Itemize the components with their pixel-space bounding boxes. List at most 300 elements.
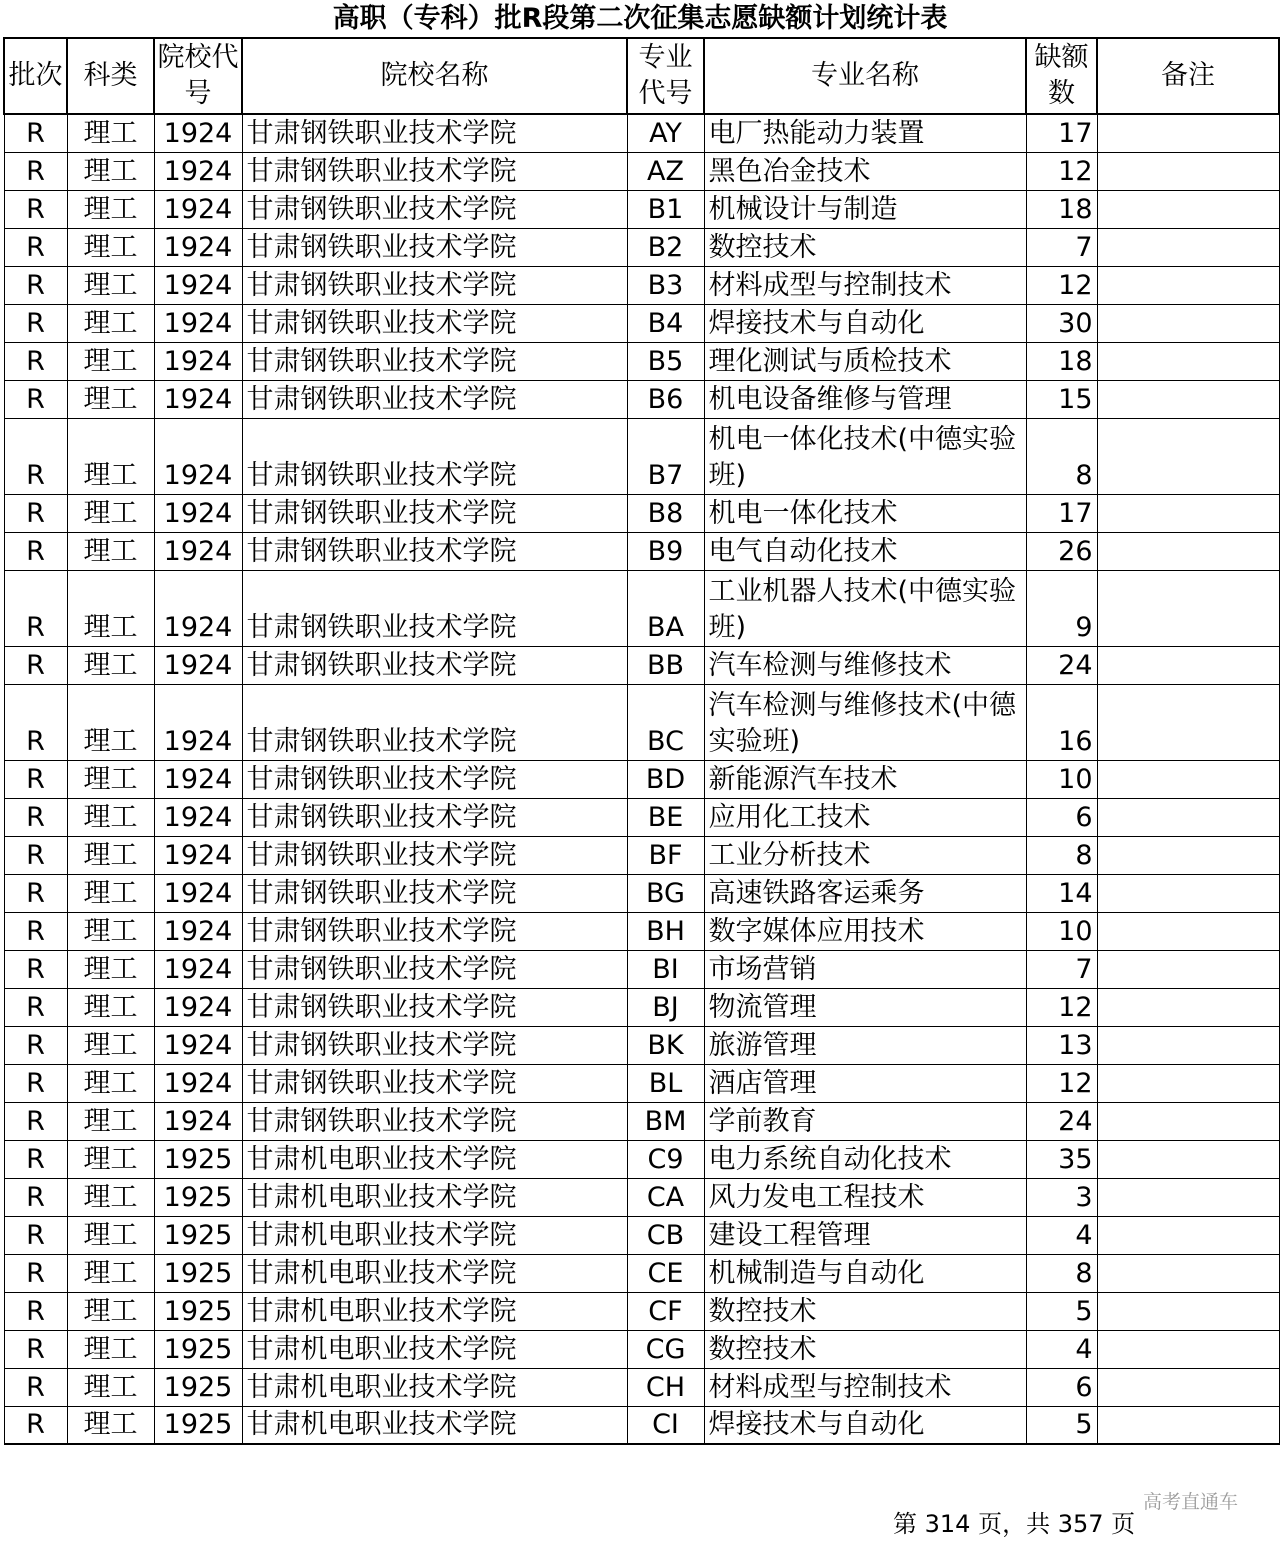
cell-remark (1097, 418, 1279, 494)
cell-remark (1097, 1254, 1279, 1292)
cell-batch: R (4, 418, 67, 494)
cell-category: 理工 (67, 1254, 154, 1292)
cell-category: 理工 (67, 1330, 154, 1368)
cell-major-name: 电气自动化技术 (704, 532, 1026, 570)
cell-remark (1097, 380, 1279, 418)
cell-batch: R (4, 1178, 67, 1216)
table-row (4, 1368, 1279, 1406)
cell-school-name: 甘肃钢铁职业技术学院 (242, 798, 627, 836)
cell-vacancies: 26 (1026, 532, 1097, 570)
cell-school-name: 甘肃钢铁职业技术学院 (242, 684, 627, 760)
cell-major-code: BK (627, 1026, 704, 1064)
cell-major-code: BA (627, 570, 704, 646)
cell-category: 理工 (67, 760, 154, 798)
cell-batch: R (4, 1102, 67, 1140)
cell-school-name: 甘肃机电职业技术学院 (242, 1368, 627, 1406)
cell-category: 理工 (67, 950, 154, 988)
table-row (4, 760, 1279, 798)
cell-school-name: 甘肃钢铁职业技术学院 (242, 342, 627, 380)
cell-school-name: 甘肃钢铁职业技术学院 (242, 190, 627, 228)
cell-major-code: BB (627, 646, 704, 684)
cell-vacancies: 16 (1026, 684, 1097, 760)
cell-major-code: B7 (627, 418, 704, 494)
cell-batch: R (4, 912, 67, 950)
cell-school-code: 1924 (154, 1102, 242, 1140)
cell-category: 理工 (67, 874, 154, 912)
cell-school-code: 1924 (154, 950, 242, 988)
cell-batch: R (4, 1216, 67, 1254)
cell-major-code: B4 (627, 304, 704, 342)
cell-batch: R (4, 874, 67, 912)
cell-remark (1097, 114, 1279, 152)
cell-major-name: 汽车检测与维修技术 (704, 646, 1026, 684)
table-row (4, 1178, 1279, 1216)
cell-major-code: BM (627, 1102, 704, 1140)
cell-school-code: 1925 (154, 1178, 242, 1216)
cell-major-code: BD (627, 760, 704, 798)
cell-batch: R (4, 152, 67, 190)
cell-batch: R (4, 1254, 67, 1292)
cell-major-code: CE (627, 1254, 704, 1292)
table-row (4, 152, 1279, 190)
table-row (4, 1102, 1279, 1140)
cell-batch: R (4, 950, 67, 988)
cell-school-name: 甘肃钢铁职业技术学院 (242, 988, 627, 1026)
table-row (4, 646, 1279, 684)
table-row (4, 266, 1279, 304)
cell-school-code: 1924 (154, 418, 242, 494)
table-row (4, 1254, 1279, 1292)
cell-school-code: 1924 (154, 760, 242, 798)
cell-major-code: B6 (627, 380, 704, 418)
header-batch: 批次 (4, 38, 67, 114)
cell-school-name: 甘肃钢铁职业技术学院 (242, 570, 627, 646)
header-major-code: 专业代号 (627, 38, 704, 114)
cell-major-name: 建设工程管理 (704, 1216, 1026, 1254)
cell-vacancies: 5 (1026, 1292, 1097, 1330)
cell-school-name: 甘肃机电职业技术学院 (242, 1330, 627, 1368)
cell-major-code: B8 (627, 494, 704, 532)
cell-school-name: 甘肃钢铁职业技术学院 (242, 532, 627, 570)
table-row (4, 1026, 1279, 1064)
table-row (4, 1140, 1279, 1178)
cell-category: 理工 (67, 684, 154, 760)
cell-remark (1097, 836, 1279, 874)
cell-remark (1097, 874, 1279, 912)
header-school-code: 院校代号 (154, 38, 242, 114)
cell-major-name: 新能源汽车技术 (704, 760, 1026, 798)
header-category: 科类 (67, 38, 154, 114)
cell-vacancies: 7 (1026, 950, 1097, 988)
cell-category: 理工 (67, 798, 154, 836)
cell-major-name: 数字媒体应用技术 (704, 912, 1026, 950)
cell-school-code: 1924 (154, 190, 242, 228)
header-row (4, 38, 1279, 114)
cell-remark (1097, 228, 1279, 266)
cell-major-name: 数控技术 (704, 1292, 1026, 1330)
cell-category: 理工 (67, 380, 154, 418)
cell-school-code: 1925 (154, 1216, 242, 1254)
cell-school-code: 1924 (154, 152, 242, 190)
cell-major-name: 机械制造与自动化 (704, 1254, 1026, 1292)
document-title: 高职（专科）批R段第二次征集志愿缺额计划统计表 (332, 3, 948, 34)
cell-vacancies: 5 (1026, 1406, 1097, 1444)
table-row (4, 114, 1279, 152)
cell-school-code: 1924 (154, 646, 242, 684)
cell-batch: R (4, 266, 67, 304)
cell-category: 理工 (67, 912, 154, 950)
cell-vacancies: 30 (1026, 304, 1097, 342)
cell-school-name: 甘肃钢铁职业技术学院 (242, 1102, 627, 1140)
cell-major-name: 工业分析技术 (704, 836, 1026, 874)
cell-school-code: 1924 (154, 988, 242, 1026)
cell-category: 理工 (67, 1368, 154, 1406)
cell-batch: R (4, 760, 67, 798)
cell-school-name: 甘肃机电职业技术学院 (242, 1254, 627, 1292)
cell-school-name: 甘肃机电职业技术学院 (242, 1140, 627, 1178)
cell-school-name: 甘肃钢铁职业技术学院 (242, 418, 627, 494)
cell-major-code: BI (627, 950, 704, 988)
cell-school-code: 1924 (154, 570, 242, 646)
cell-remark (1097, 494, 1279, 532)
cell-remark (1097, 152, 1279, 190)
cell-school-name: 甘肃钢铁职业技术学院 (242, 114, 627, 152)
header-remark: 备注 (1097, 38, 1279, 114)
cell-school-name: 甘肃钢铁职业技术学院 (242, 494, 627, 532)
page-number: 第 314 页，共 357 页 (893, 1510, 1136, 1538)
cell-vacancies: 12 (1026, 152, 1097, 190)
cell-batch: R (4, 798, 67, 836)
cell-vacancies: 8 (1026, 836, 1097, 874)
cell-school-code: 1925 (154, 1330, 242, 1368)
cell-major-code: BC (627, 684, 704, 760)
cell-category: 理工 (67, 1026, 154, 1064)
cell-remark (1097, 190, 1279, 228)
cell-category: 理工 (67, 266, 154, 304)
cell-remark (1097, 1292, 1279, 1330)
cell-vacancies: 9 (1026, 570, 1097, 646)
table-row (4, 1406, 1279, 1444)
cell-vacancies: 12 (1026, 266, 1097, 304)
cell-school-code: 1925 (154, 1368, 242, 1406)
cell-school-name: 甘肃钢铁职业技术学院 (242, 1064, 627, 1102)
cell-major-name: 数控技术 (704, 228, 1026, 266)
cell-category: 理工 (67, 1216, 154, 1254)
cell-remark (1097, 760, 1279, 798)
cell-school-code: 1924 (154, 798, 242, 836)
cell-remark (1097, 570, 1279, 646)
table-row (4, 912, 1279, 950)
cell-remark (1097, 646, 1279, 684)
cell-school-code: 1925 (154, 1406, 242, 1444)
cell-school-code: 1924 (154, 228, 242, 266)
cell-remark (1097, 1102, 1279, 1140)
cell-batch: R (4, 380, 67, 418)
cell-school-code: 1924 (154, 380, 242, 418)
cell-remark (1097, 1406, 1279, 1444)
cell-category: 理工 (67, 304, 154, 342)
cell-major-code: CI (627, 1406, 704, 1444)
cell-vacancies: 8 (1026, 418, 1097, 494)
cell-major-code: C9 (627, 1140, 704, 1178)
cell-major-code: B2 (627, 228, 704, 266)
cell-batch: R (4, 1406, 67, 1444)
cell-major-code: B1 (627, 190, 704, 228)
table-row (4, 874, 1279, 912)
cell-major-name: 材料成型与控制技术 (704, 266, 1026, 304)
cell-school-code: 1924 (154, 912, 242, 950)
cell-category: 理工 (67, 228, 154, 266)
cell-school-code: 1924 (154, 114, 242, 152)
cell-school-code: 1925 (154, 1292, 242, 1330)
cell-major-name: 物流管理 (704, 988, 1026, 1026)
cell-category: 理工 (67, 342, 154, 380)
table-row (4, 988, 1279, 1026)
cell-major-name: 机电一体化技术(中德实验班) (704, 418, 1026, 494)
cell-school-name: 甘肃钢铁职业技术学院 (242, 304, 627, 342)
cell-category: 理工 (67, 1292, 154, 1330)
cell-category: 理工 (67, 1140, 154, 1178)
cell-batch: R (4, 1330, 67, 1368)
cell-category: 理工 (67, 646, 154, 684)
cell-school-name: 甘肃钢铁职业技术学院 (242, 380, 627, 418)
cell-school-name: 甘肃钢铁职业技术学院 (242, 266, 627, 304)
cell-major-code: CA (627, 1178, 704, 1216)
cell-major-code: B5 (627, 342, 704, 380)
cell-vacancies: 12 (1026, 1064, 1097, 1102)
cell-batch: R (4, 836, 67, 874)
cell-school-code: 1924 (154, 1064, 242, 1102)
table-row (4, 570, 1279, 646)
cell-batch: R (4, 684, 67, 760)
cell-category: 理工 (67, 1406, 154, 1444)
cell-batch: R (4, 1368, 67, 1406)
cell-remark (1097, 988, 1279, 1026)
table-row (4, 950, 1279, 988)
cell-school-name: 甘肃机电职业技术学院 (242, 1178, 627, 1216)
table-row (4, 494, 1279, 532)
cell-batch: R (4, 1292, 67, 1330)
cell-major-code: AY (627, 114, 704, 152)
cell-batch: R (4, 570, 67, 646)
cell-school-code: 1925 (154, 1140, 242, 1178)
cell-category: 理工 (67, 1178, 154, 1216)
cell-vacancies: 13 (1026, 1026, 1097, 1064)
cell-remark (1097, 684, 1279, 760)
cell-school-name: 甘肃钢铁职业技术学院 (242, 874, 627, 912)
cell-batch: R (4, 342, 67, 380)
cell-major-code: CB (627, 1216, 704, 1254)
table-row (4, 1064, 1279, 1102)
cell-batch: R (4, 1140, 67, 1178)
cell-major-name: 理化测试与质检技术 (704, 342, 1026, 380)
cell-category: 理工 (67, 988, 154, 1026)
cell-category: 理工 (67, 190, 154, 228)
cell-major-name: 高速铁路客运乘务 (704, 874, 1026, 912)
cell-school-name: 甘肃钢铁职业技术学院 (242, 646, 627, 684)
cell-vacancies: 4 (1026, 1216, 1097, 1254)
cell-school-code: 1924 (154, 836, 242, 874)
cell-batch: R (4, 228, 67, 266)
cell-vacancies: 7 (1026, 228, 1097, 266)
cell-vacancies: 6 (1026, 1368, 1097, 1406)
cell-major-name: 焊接技术与自动化 (704, 304, 1026, 342)
table-row (4, 190, 1279, 228)
cell-major-code: BG (627, 874, 704, 912)
cell-major-code: BH (627, 912, 704, 950)
cell-vacancies: 8 (1026, 1254, 1097, 1292)
cell-major-code: B3 (627, 266, 704, 304)
cell-remark (1097, 798, 1279, 836)
cell-category: 理工 (67, 532, 154, 570)
cell-major-name: 焊接技术与自动化 (704, 1406, 1026, 1444)
cell-batch: R (4, 988, 67, 1026)
cell-major-code: BE (627, 798, 704, 836)
cell-vacancies: 10 (1026, 912, 1097, 950)
cell-category: 理工 (67, 1064, 154, 1102)
cell-major-name: 工业机器人技术(中德实验班) (704, 570, 1026, 646)
cell-batch: R (4, 304, 67, 342)
cell-remark (1097, 950, 1279, 988)
header-major-name: 专业名称 (704, 38, 1026, 114)
header-vacancies: 缺额数 (1026, 38, 1097, 114)
table-row (4, 228, 1279, 266)
cell-school-name: 甘肃机电职业技术学院 (242, 1216, 627, 1254)
cell-major-name: 旅游管理 (704, 1026, 1026, 1064)
cell-major-code: BJ (627, 988, 704, 1026)
cell-major-name: 机电一体化技术 (704, 494, 1026, 532)
cell-category: 理工 (67, 570, 154, 646)
cell-major-name: 应用化工技术 (704, 798, 1026, 836)
cell-batch: R (4, 494, 67, 532)
cell-school-name: 甘肃钢铁职业技术学院 (242, 912, 627, 950)
header-school-name: 院校名称 (242, 38, 627, 114)
cell-school-name: 甘肃钢铁职业技术学院 (242, 836, 627, 874)
table-row (4, 1292, 1279, 1330)
cell-major-code: BL (627, 1064, 704, 1102)
cell-major-name: 机械设计与制造 (704, 190, 1026, 228)
cell-school-code: 1924 (154, 266, 242, 304)
cell-batch: R (4, 532, 67, 570)
cell-school-code: 1924 (154, 532, 242, 570)
cell-school-code: 1924 (154, 304, 242, 342)
cell-major-name: 酒店管理 (704, 1064, 1026, 1102)
cell-remark (1097, 1140, 1279, 1178)
cell-vacancies: 24 (1026, 646, 1097, 684)
cell-major-name: 材料成型与控制技术 (704, 1368, 1026, 1406)
cell-vacancies: 24 (1026, 1102, 1097, 1140)
cell-school-name: 甘肃钢铁职业技术学院 (242, 760, 627, 798)
cell-vacancies: 18 (1026, 190, 1097, 228)
cell-school-name: 甘肃钢铁职业技术学院 (242, 228, 627, 266)
cell-school-name: 甘肃钢铁职业技术学院 (242, 1026, 627, 1064)
cell-school-name: 甘肃钢铁职业技术学院 (242, 152, 627, 190)
cell-remark (1097, 1026, 1279, 1064)
cell-major-name: 风力发电工程技术 (704, 1178, 1026, 1216)
vacancy-table (3, 37, 1280, 1445)
watermark: 高考直通车 (1143, 1491, 1239, 1513)
cell-school-code: 1924 (154, 342, 242, 380)
cell-batch: R (4, 114, 67, 152)
cell-major-code: CH (627, 1368, 704, 1406)
cell-vacancies: 35 (1026, 1140, 1097, 1178)
table-row (4, 1216, 1279, 1254)
table-row (4, 418, 1279, 494)
cell-major-name: 数控技术 (704, 1330, 1026, 1368)
cell-major-code: B9 (627, 532, 704, 570)
cell-vacancies: 6 (1026, 798, 1097, 836)
cell-school-name: 甘肃机电职业技术学院 (242, 1406, 627, 1444)
cell-school-code: 1924 (154, 1026, 242, 1064)
cell-school-code: 1924 (154, 684, 242, 760)
cell-vacancies: 14 (1026, 874, 1097, 912)
cell-remark (1097, 304, 1279, 342)
table-row (4, 342, 1279, 380)
cell-remark (1097, 1178, 1279, 1216)
cell-batch: R (4, 190, 67, 228)
cell-vacancies: 18 (1026, 342, 1097, 380)
cell-vacancies: 3 (1026, 1178, 1097, 1216)
table-row (4, 836, 1279, 874)
cell-major-name: 学前教育 (704, 1102, 1026, 1140)
cell-school-code: 1924 (154, 874, 242, 912)
table-row (4, 304, 1279, 342)
cell-major-code: BF (627, 836, 704, 874)
table-row (4, 380, 1279, 418)
cell-vacancies: 17 (1026, 494, 1097, 532)
cell-major-name: 电厂热能动力装置 (704, 114, 1026, 152)
cell-major-name: 电力系统自动化技术 (704, 1140, 1026, 1178)
cell-major-name: 市场营销 (704, 950, 1026, 988)
cell-category: 理工 (67, 114, 154, 152)
cell-category: 理工 (67, 418, 154, 494)
cell-major-name: 汽车检测与维修技术(中德实验班) (704, 684, 1026, 760)
table-row (4, 1330, 1279, 1368)
cell-vacancies: 17 (1026, 114, 1097, 152)
cell-category: 理工 (67, 836, 154, 874)
cell-remark (1097, 342, 1279, 380)
cell-major-name: 黑色冶金技术 (704, 152, 1026, 190)
cell-vacancies: 10 (1026, 760, 1097, 798)
cell-category: 理工 (67, 494, 154, 532)
cell-remark (1097, 532, 1279, 570)
cell-remark (1097, 266, 1279, 304)
table-row (4, 798, 1279, 836)
cell-major-name: 机电设备维修与管理 (704, 380, 1026, 418)
cell-category: 理工 (67, 152, 154, 190)
cell-vacancies: 4 (1026, 1330, 1097, 1368)
cell-major-code: AZ (627, 152, 704, 190)
cell-remark (1097, 1064, 1279, 1102)
cell-remark (1097, 1216, 1279, 1254)
cell-vacancies: 12 (1026, 988, 1097, 1026)
cell-school-name: 甘肃机电职业技术学院 (242, 1292, 627, 1330)
cell-batch: R (4, 1026, 67, 1064)
cell-remark (1097, 912, 1279, 950)
cell-vacancies: 15 (1026, 380, 1097, 418)
cell-major-code: CF (627, 1292, 704, 1330)
cell-category: 理工 (67, 1102, 154, 1140)
cell-remark (1097, 1330, 1279, 1368)
cell-school-code: 1925 (154, 1254, 242, 1292)
table-body (4, 114, 1279, 1444)
table-row (4, 684, 1279, 760)
cell-major-code: CG (627, 1330, 704, 1368)
cell-batch: R (4, 646, 67, 684)
cell-remark (1097, 1368, 1279, 1406)
cell-school-name: 甘肃钢铁职业技术学院 (242, 950, 627, 988)
cell-school-code: 1924 (154, 494, 242, 532)
